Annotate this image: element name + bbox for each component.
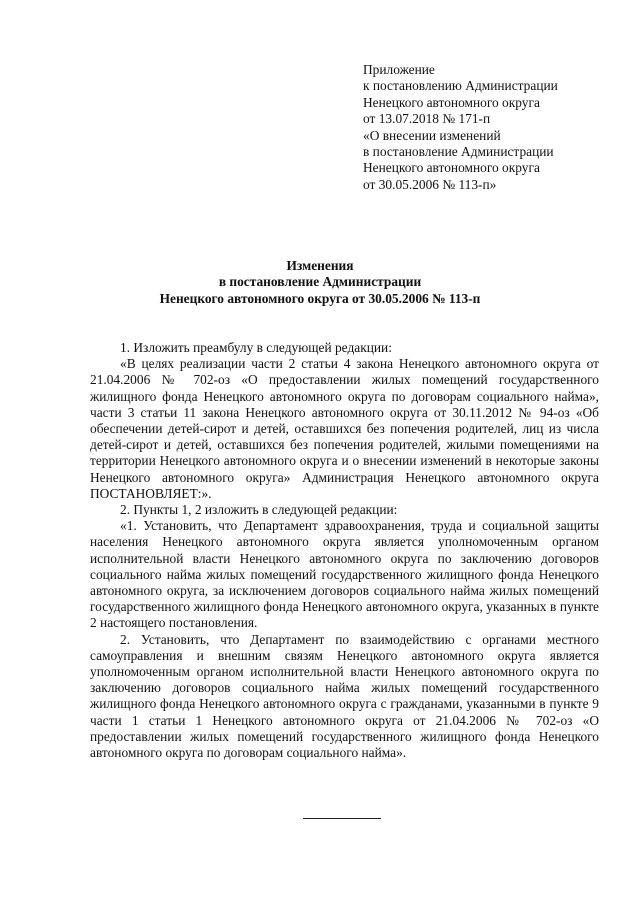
appendix-line: Ненецкого автономного округа <box>363 160 540 176</box>
appendix-line: «О внесении изменений <box>363 127 501 143</box>
document-body <box>90 340 599 761</box>
appendix-block <box>363 62 603 193</box>
appendix-line: от 13.07.2018 № 171-п <box>363 111 491 127</box>
title-line: в постановление Администрации <box>218 274 422 290</box>
closing-separator-line <box>303 818 381 819</box>
appendix-line: Ненецкого автономного округа <box>363 94 540 110</box>
document-title <box>0 258 640 307</box>
body-paragraph: 2. Установить, что Департамент по взаимодействию с органами местного самоуправления и внешним связям Ненецкого автономного округа является уполномоченным органом исполнительной власти Ненецкого автономного округа по заключению договоров социального найма жилых помещений государственного жилищного фонда Ненецкого автономного округа с гражданами, указанными в пункте 9 части 1 статьи 1 Ненецкого автономного округа от 21.04.2006 № 702-оз «О предоставлении жилых помещений государственного жилищного фонда Ненецкого автономного округа по договорам социального найма». <box>90 631 599 761</box>
body-paragraph: 1. Изложить преамбулу в следующей редакции: <box>120 340 392 355</box>
title-line: Изменения <box>286 258 354 273</box>
title-line: Ненецкого автономного округа от 30.05.2006 № 113-п <box>159 290 481 306</box>
appendix-line: Приложение <box>363 62 435 77</box>
body-paragraph: 2. Пункты 1, 2 изложить в следующей редакции: <box>120 502 398 518</box>
appendix-line: от 30.05.2006 № 113-п» <box>363 176 497 192</box>
appendix-line: к постановлению Администрации <box>363 78 558 94</box>
body-paragraph: «В целях реализации части 2 статьи 4 закона Ненецкого автономного округа от 21.04.2006 № 702-оз «О предоставлении жилых помещений государственного жилищного фонда Ненецкого автономного округа по договорам социального найма», части 3 статьи 11 закона Ненецкого автономного округа от 30.11.2012 № 94-оз «Об обеспечении детей-сирот и детей, оставшихся без попечения родителей, лиц из числа детей-сирот и детей, оставшихся без попечения родителей, жилыми помещениями на территории Ненецкого автономного округа и о внесении изменений в некоторые законы Ненецкого автономного округа» Администрация Ненецкого автономного округа ПОСТАНОВЛЯЕТ:». <box>90 356 599 501</box>
appendix-line: в постановление Администрации <box>363 144 554 160</box>
body-paragraph: «1. Установить, что Департамент здравоохранения, труда и социальной защиты населения Ненецкого автономного округа является уполномоченным органом исполнительной власти Ненецкого автономного округа по заключению договоров социального найма жилых помещений государственного жилищного фонда Ненецкого автономного округа, за исключением договоров социального найма жилых помещений государственного жилищного фонда Ненецкого автономного округа, указанных в пункте 2 настоящего постановления. <box>90 518 599 631</box>
